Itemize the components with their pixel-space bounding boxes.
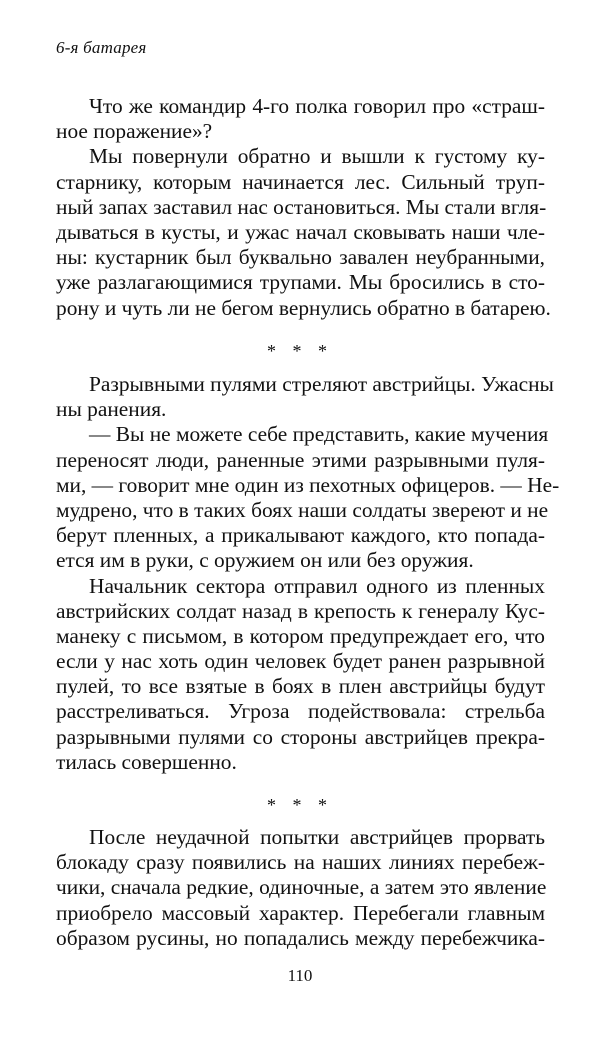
- section-separator: * * *: [267, 341, 333, 361]
- text-line: приобрело массовый характер. Перебегали главным: [56, 900, 545, 925]
- text-line: ное поражение»?: [56, 119, 213, 144]
- text-line: ется им в руки, с оружием он или без оружия.: [56, 548, 474, 573]
- text-block-2: [56, 372, 560, 775]
- text-line: образом русины, но попадались между перебежчика-: [56, 925, 545, 950]
- text-line: ми, — говорит мне один из пехотных офицеров. — Не-: [56, 472, 560, 497]
- text-line: ны: кустарник был буквально завален неубранными,: [56, 245, 545, 270]
- text-line: уже разлагающимися трупами. Мы бросились в сто-: [56, 270, 545, 295]
- text-line: дываться в кусты, и ужас начал сковывать наши чле-: [56, 219, 545, 244]
- text-line: если у нас хоть один человек будет ранен разрывной: [56, 649, 545, 674]
- text-line: После неудачной попытки австрийцев прорвать: [89, 825, 545, 849]
- text-line: пулей, то все взятые в боях в плен австрийцы будут: [56, 674, 545, 699]
- text-block-1: [56, 94, 551, 321]
- text-line: ны ранения.: [56, 397, 167, 422]
- text-line: чики, сначала редкие, одиночные, а затем это явление: [56, 875, 547, 900]
- text-line: старнику, которым начинается лес. Сильный труп-: [56, 169, 545, 194]
- text-line: берут пленных, а прикалывают каждого, кто попада-: [56, 523, 545, 548]
- page-number: 110: [287, 966, 313, 985]
- text-line: австрийских солдат назад в крепость к генералу Кус-: [56, 598, 545, 623]
- text-line: — Вы не можете себе представить, какие мучения: [89, 422, 549, 447]
- text-line: переносят люди, раненные этими разрывными пуля-: [56, 447, 545, 472]
- section-separator: * * *: [267, 795, 333, 815]
- text-line: Начальник сектора отправил одного из пленных: [89, 573, 545, 598]
- text-block-3: [56, 825, 545, 951]
- text-line: рону и чуть ли не бегом вернулись обратно в батарею.: [56, 295, 551, 320]
- text-line: манеку с письмом, в котором предупреждает его, что: [56, 623, 545, 648]
- text-line: Мы повернули обратно и вышли к густому ку-: [89, 144, 545, 169]
- text-line: расстреливаться. Угроза подействовала: стрельба: [56, 699, 545, 724]
- text-line: ный запах заставил нас остановиться. Мы стали вгля-: [56, 194, 547, 219]
- text-line: Разрывными пулями стреляют австрийцы. Ужасны: [89, 372, 554, 396]
- text-line: блокаду сразу появились на наших линиях перебеж-: [56, 850, 545, 875]
- text-line: разрывными пулями со стороны австрийцев прекра-: [56, 724, 545, 749]
- text-line: Что же командир 4-го полка говорил про «страш-: [89, 94, 545, 118]
- running-header: 6-я батарея: [56, 38, 147, 57]
- text-line: мудрено, что в таких боях наши солдаты звереют и не: [56, 497, 549, 522]
- text-line: тилась совершенно.: [56, 749, 237, 774]
